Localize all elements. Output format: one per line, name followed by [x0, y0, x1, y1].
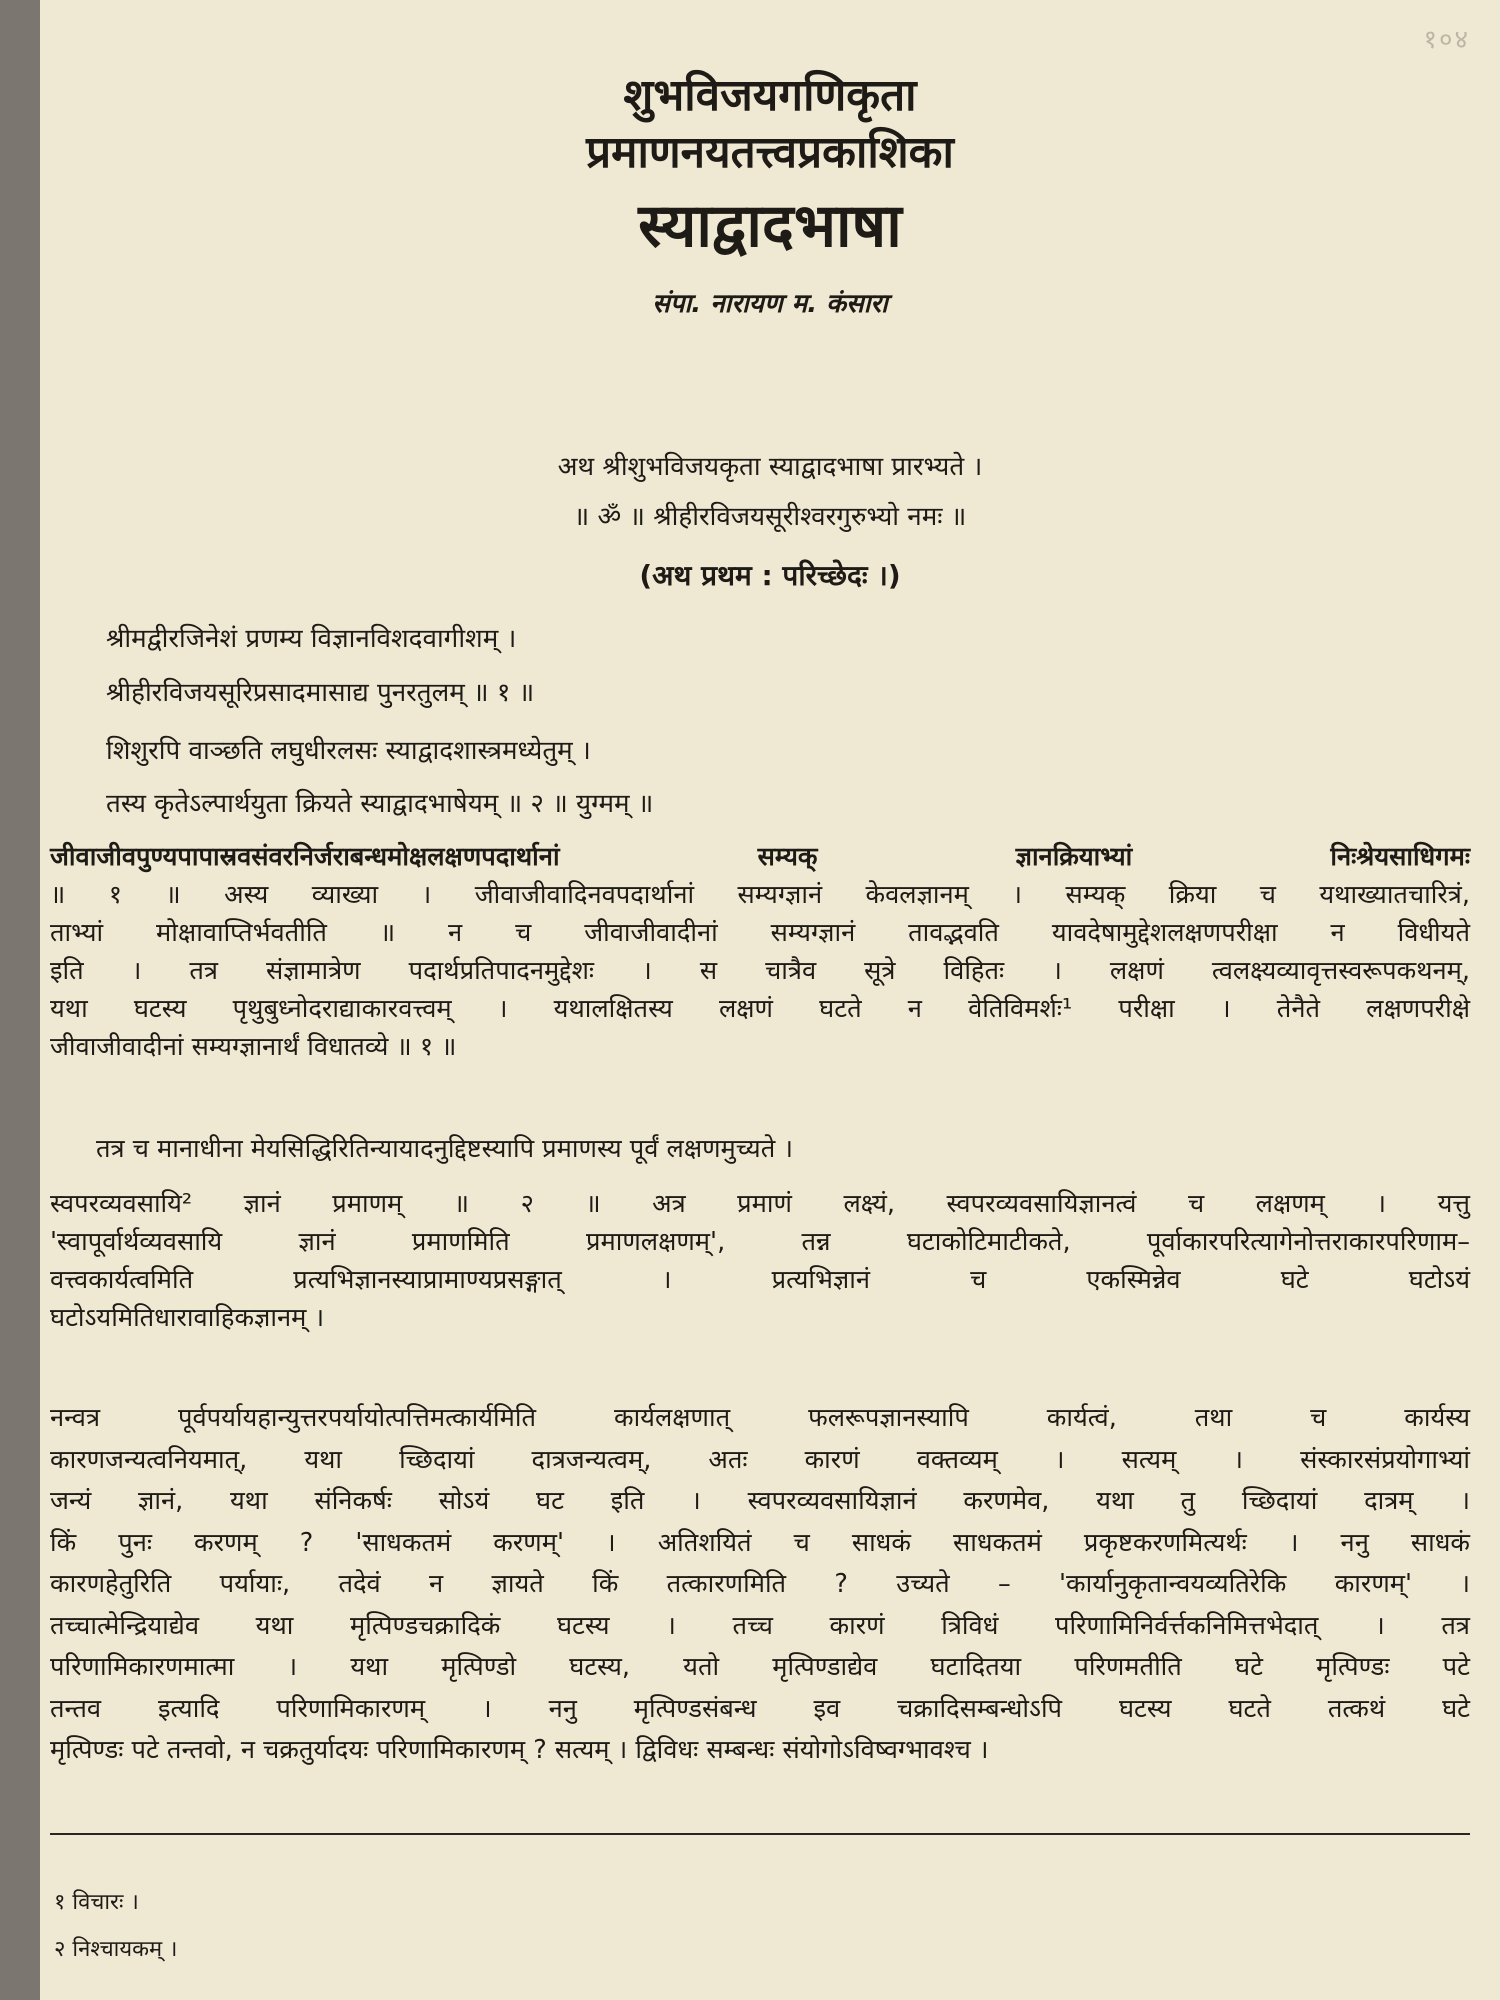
book-page — [40, 0, 1500, 2000]
text-line: वत्त्वकार्यत्वमिति प्रत्यभिज्ञानस्याप्रामाण्यप्रसङ्गात् । प्रत्यभिज्ञानं च एकस्मिन्नेव घटे घटोऽयं — [50, 1265, 1470, 1295]
text-line: 'स्वापूर्वार्थव्यवसायि ज्ञानं प्रमाणमिति प्रमाणलक्षणम्', तन्न घटाकोटिमाटीकते, पूर्वाकारपरित्यागेनोत्तराकारपरिणाम– — [50, 1227, 1470, 1257]
paragraph-1 — [50, 838, 1470, 1066]
text-line: मृत्पिण्डः पटे तन्तवो, न चक्रतुर्यादयः परिणामिकारणम् ? सत्यम् । द्विविधः सम्बन्धः संयोगोऽविष्वग्भावश्च । — [50, 1735, 989, 1765]
text-line: जन्यं ज्ञानं, यथा संनिकर्षः सोऽयं घट इति । स्वपरव्यवसायिज्ञानं करणमेव, यथा तु च्छिदायां दात्रम् । — [50, 1486, 1470, 1516]
verse-line: श्रीहीरविजयसूरिप्रसादमासाद्य पुनरतुलम् ॥ १ ॥ — [106, 678, 535, 708]
paragraph-4 — [50, 1398, 1470, 1772]
footnote-1: १ विचारः । — [54, 1890, 139, 1915]
text-line: तन्तव इत्यादि परिणामिकारणम् । ननु मृत्पिण्डसंबन्ध इव चक्रादिसम्बन्धोऽपि घटस्य घटते तत्कथं घटे — [50, 1693, 1470, 1724]
text-line: कारणजन्यत्वनियमात्, यथा च्छिदायां दात्रजन्यत्वम्, अतः कारणं वक्तव्यम् । सत्यम् । संस्कारसंप्रयोगाभ्यां — [50, 1444, 1470, 1475]
text-line: यथा घटस्य पृथुबुध्नोदराद्याकारवत्त्वम् । यथालक्षितस्य लक्षणं घटते न वेतिविमर्शः¹ परीक्षा । तेनैते लक्षणपरीक्षे — [50, 994, 1470, 1024]
text-line: कारणहेतुरिति पर्यायाः, तदेवं न ज्ञायते किं तत्कारणमिति ? उच्यते – 'कार्यानुकृतान्वयव्यतिरेकि कारणम्' । — [50, 1569, 1470, 1599]
verse-line: तस्य कृतेऽल्पार्थयुता क्रियते स्याद्वादभाषेयम् ॥ २ ॥ युग्मम् ॥ — [106, 789, 654, 819]
footnote-divider — [50, 1833, 1470, 1835]
text-line: इति । तत्र संज्ञामात्रेण पदार्थप्रतिपादनमुद्देशः । स चात्रैव सूत्रे विहितः । लक्षणं त्वलक्ष्यव्यावृत्तस्वरूपकथनम्, — [50, 956, 1470, 986]
title-author: शुभविजयगणिकृता — [623, 70, 917, 121]
text-line: तत्र च मानाधीना मेयसिद्धिरितिन्यायादनुद्दिष्टस्यापि प्रमाणस्य पूर्वं लक्षणमुच्यते । — [96, 1134, 793, 1164]
invocation-line: ॥ ॐ ॥ श्रीहीरविजयसूरीश्वरगुरुभ्यो नमः ॥ — [573, 502, 967, 532]
text-line: स्वपरव्यवसायि² ज्ञानं प्रमाणम् ॥ २ ॥ अत्र प्रमाणं लक्ष्यं, स्वपरव्यवसायिज्ञानत्वं च लक्षणम् । यत्तु — [50, 1189, 1470, 1219]
text-line: परिणामिकारणमात्मा । यथा मृत्पिण्डो घटस्य, यतो मृत्पिण्डाद्येव घटादितया परिणमतीति घटे मृत्पिण्डः पटे — [50, 1652, 1470, 1682]
title-block — [40, 68, 1500, 320]
text-line: ताभ्यां मोक्षावाप्तिर्भवतीति ॥ न च जीवाजीवादीनां सम्यग्ज्ञानं तावद्भवति यावदेषामुद्देशलक्षणपरीक्षा न विधीयते — [50, 918, 1470, 948]
intro-line: अथ श्रीशुभविजयकृता स्याद्वादभाषा प्रारभ्यते । — [557, 452, 983, 482]
text-line: घटोऽयमितिधारावाहिकज्ञानम् । — [50, 1303, 325, 1333]
verse-line: श्रीमद्वीरजिनेशं प्रणम्य विज्ञानविशदवागीशम् । — [106, 624, 517, 654]
editor-credit: संपा. नारायण म. कंसारा — [652, 289, 888, 319]
title-work: प्रमाणनयतत्त्वप्रकाशिका — [586, 127, 954, 178]
page-number: १०४ — [1423, 25, 1470, 55]
text-line: किं पुनः करणम् ? 'साधकतमं करणम्' । अतिशयितं च साधकं साधकतमं प्रकृष्टकरणमित्यर्थः । ननु साधकं — [50, 1527, 1470, 1558]
text-line: ॥ १ ॥ अस्य व्याख्या । जीवाजीवादिनवपदार्थानां सम्यग्ज्ञानं केवलज्ञानम् । सम्यक् क्रिया च यथाख्यातचारित्रं, — [50, 880, 1470, 910]
paragraph-2 — [96, 1130, 1470, 1168]
verse-line: शिशुरपि वाञ्छति लघुधीरलसः स्याद्वादशास्त्रमध्येतुम् । — [106, 736, 591, 766]
footnote-2: २ निश्चायकम् । — [54, 1937, 178, 1962]
chapter-heading: (अथ प्रथम : परिच्छेदः ।) — [639, 559, 901, 592]
paragraph-3 — [50, 1185, 1470, 1337]
text-line: तच्चात्मेन्द्रियाद्येव यथा मृत्पिण्डचक्रादिकं घटस्य । तच्च कारणं त्रिविधं परिणामिनिर्वर्त्तकनिमित्तभेदात् । तत्र — [50, 1610, 1470, 1641]
title-main: स्याद्वादभाषा — [638, 191, 902, 261]
text-line: नन्वत्र पूर्वपर्यायहान्युत्तरपर्यायोत्पत्तिमत्कार्यमिति कार्यलक्षणात् फलरूपज्ञानस्यापि कार्यत्वं, तथा च कार्यस्य — [50, 1403, 1470, 1433]
text-line: जीवाजीवादीनां सम्यग्ज्ञानार्थं विधातव्ये ॥ १ ॥ — [50, 1032, 457, 1062]
sutra-line: जीवाजीवपुण्यपापास्रवसंवरनिर्जराबन्धमोक्षलक्षणपदार्थानां सम्यक् ज्ञानक्रियाभ्यां निःश्रेयसाधिगमः — [50, 842, 1470, 872]
